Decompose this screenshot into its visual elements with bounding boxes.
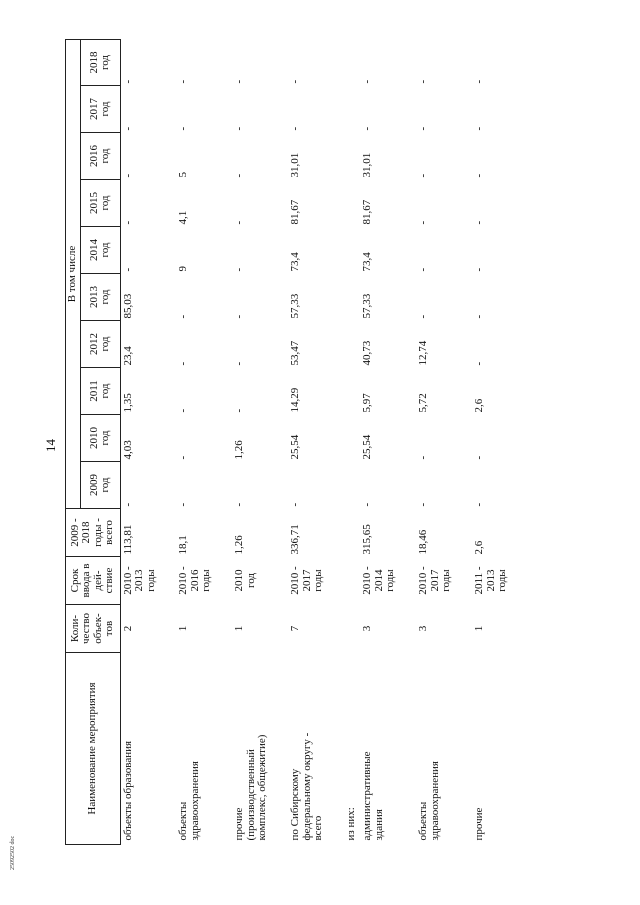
row-year-cell: -: [177, 126, 190, 131]
row-total-cell: 2,6: [473, 540, 486, 555]
header-year: 2014 год: [80, 227, 120, 274]
header-year: 2018 год: [80, 39, 120, 85]
row-year-cell: 53,47: [289, 340, 302, 366]
row-year-cell: 5,97: [361, 393, 374, 413]
header-year: 2013 год: [80, 274, 120, 321]
row-year-cell: 4,1: [177, 210, 190, 225]
row-year-cell: -: [177, 408, 190, 413]
row-year-cell: -: [233, 314, 246, 319]
row-year-cell: -: [177, 314, 190, 319]
row-year-cell: -: [417, 173, 430, 178]
row-year-cell: 1,35: [121, 393, 134, 413]
row-year-cell: -: [417, 314, 430, 319]
row-year-cell: 57,33: [361, 293, 374, 319]
table-row: [472, 39, 528, 844]
row-year-cell: -: [177, 455, 190, 460]
row-year-cell: 12,74: [417, 340, 430, 366]
row-term-cell: 2010 - 2017 годы: [417, 566, 453, 595]
row-term-cell: 2010 - 2016 годы: [177, 566, 213, 595]
row-total-cell: 1,26: [233, 535, 246, 555]
row-year-cell: -: [417, 267, 430, 272]
row-total-cell: 336,71: [289, 524, 302, 555]
row-name-cell: прочие: [473, 807, 486, 841]
row-total-cell: 18,46: [417, 529, 430, 555]
row-year-cell: -: [233, 267, 246, 272]
row-year-cell: -: [233, 408, 246, 413]
row-year-cell: -: [121, 126, 134, 131]
row-year-cell: 14,29: [289, 387, 302, 413]
row-year-cell: 5,72: [417, 393, 430, 413]
header-year: 2011 год: [80, 368, 120, 415]
row-year-cell: -: [233, 220, 246, 225]
row-count-cell: 1: [177, 625, 190, 632]
row-count-cell: 7: [289, 625, 302, 632]
row-year-cell: 73,4: [289, 252, 302, 272]
row-name-cell: объекты здравоохранения: [417, 761, 441, 841]
header-year: 2012 год: [80, 321, 120, 368]
row-year-cell: -: [233, 126, 246, 131]
row-year-cell: -: [233, 502, 246, 507]
row-year-cell: 85,03: [121, 293, 134, 319]
row-term-cell: 2010 - 2013 годы: [121, 566, 157, 595]
row-year-cell: -: [289, 126, 302, 131]
document-code: 25092502 doc: [10, 835, 16, 870]
row-year-cell: 73,4: [361, 252, 374, 272]
row-name-cell: из них:: [345, 807, 358, 841]
table-row: [416, 39, 472, 844]
row-count-cell: 2: [121, 625, 134, 632]
row-year-cell: -: [473, 220, 486, 225]
row-year-cell: 5: [177, 172, 190, 178]
row-year-cell: -: [473, 502, 486, 507]
row-year-cell: -: [473, 361, 486, 366]
table-row: [176, 39, 232, 844]
row-year-cell: -: [417, 455, 430, 460]
header-total: 2009 - 2018 годы - всего: [66, 509, 121, 557]
row-total-cell: 18,1: [177, 535, 190, 555]
row-year-cell: -: [473, 455, 486, 460]
row-year-cell: -: [289, 502, 302, 507]
table-body: [120, 39, 528, 844]
table-header: [66, 39, 121, 844]
row-year-cell: -: [473, 173, 486, 178]
row-year-cell: -: [361, 79, 374, 84]
table-row: [360, 39, 416, 844]
row-term-cell: 2011 - 2013 годы: [473, 566, 509, 595]
row-year-cell: -: [233, 361, 246, 366]
header-year: 2017 год: [80, 86, 120, 133]
row-year-cell: -: [417, 220, 430, 225]
row-year-cell: -: [121, 173, 134, 178]
row-year-cell: -: [289, 79, 302, 84]
row-year-cell: -: [473, 79, 486, 84]
row-year-cell: -: [233, 173, 246, 178]
row-term-cell: 2010 - 2014 годы: [361, 566, 397, 595]
header-name: Наименование мероприятия: [66, 653, 121, 845]
header-count: Коли- чество объек- тов: [66, 605, 121, 653]
row-name-cell: объекты здравоохранения: [177, 761, 201, 841]
row-year-cell: -: [121, 220, 134, 225]
row-year-cell: 2,6: [473, 398, 486, 413]
row-year-cell: -: [417, 79, 430, 84]
row-year-cell: -: [473, 267, 486, 272]
row-year-cell: 81,67: [361, 199, 374, 225]
rotated-table-container: [65, 40, 585, 845]
row-count-cell: 3: [361, 625, 374, 632]
row-year-cell: 1,26: [233, 440, 246, 460]
row-total-cell: 113,81: [121, 524, 134, 555]
row-total-cell: 315,65: [361, 524, 374, 555]
row-year-cell: 4,03: [121, 440, 134, 460]
table-row: [232, 39, 288, 844]
row-year-cell: 57,33: [289, 293, 302, 319]
row-year-cell: -: [177, 79, 190, 84]
row-year-cell: -: [121, 267, 134, 272]
row-year-cell: 23,4: [121, 346, 134, 366]
row-count-cell: 3: [417, 625, 430, 632]
header-year: 2016 год: [80, 133, 120, 180]
row-year-cell: -: [361, 502, 374, 507]
row-spacer-cell: [344, 39, 360, 652]
row-year-cell: -: [361, 126, 374, 131]
row-year-cell: -: [473, 314, 486, 319]
table-row: [344, 39, 360, 844]
row-year-cell: 81,67: [289, 199, 302, 225]
row-year-cell: -: [121, 79, 134, 84]
row-year-cell: -: [121, 502, 134, 507]
row-year-cell: 9: [177, 266, 190, 272]
row-name-cell: по Сибирскому федеральному округу - всего: [289, 732, 325, 841]
row-year-cell: 25,54: [289, 434, 302, 460]
header-year: 2009 год: [80, 462, 120, 509]
row-count-cell: 1: [473, 625, 486, 632]
header-year: 2015 год: [80, 180, 120, 227]
row-year-cell: -: [417, 502, 430, 507]
table-row: [288, 39, 344, 844]
header-group: В том числе: [66, 39, 81, 508]
row-year-cell: -: [473, 126, 486, 131]
header-term: Срок ввода в дей- ствие: [66, 557, 121, 605]
row-year-cell: -: [417, 126, 430, 131]
row-year-cell: -: [233, 79, 246, 84]
data-table: [65, 39, 528, 845]
row-term-cell: 2010 - 2017 годы: [289, 566, 325, 595]
page-number: 14: [43, 439, 58, 452]
row-year-cell: -: [177, 361, 190, 366]
row-year-cell: 31,01: [289, 152, 302, 178]
header-year: 2010 год: [80, 415, 120, 462]
row-name-cell: административные здания: [361, 751, 385, 841]
row-year-cell: -: [177, 502, 190, 507]
row-year-cell: 31,01: [361, 152, 374, 178]
table-row: [120, 39, 176, 844]
row-year-cell: 25,54: [361, 434, 374, 460]
row-term-cell: 2010 год: [233, 569, 257, 592]
row-count-cell: 1: [233, 625, 246, 632]
row-name-cell: объекты образования: [121, 740, 134, 841]
row-year-cell: 40,73: [361, 340, 374, 366]
row-name-cell: прочие (производственный комплекс, общежитие): [233, 734, 269, 841]
